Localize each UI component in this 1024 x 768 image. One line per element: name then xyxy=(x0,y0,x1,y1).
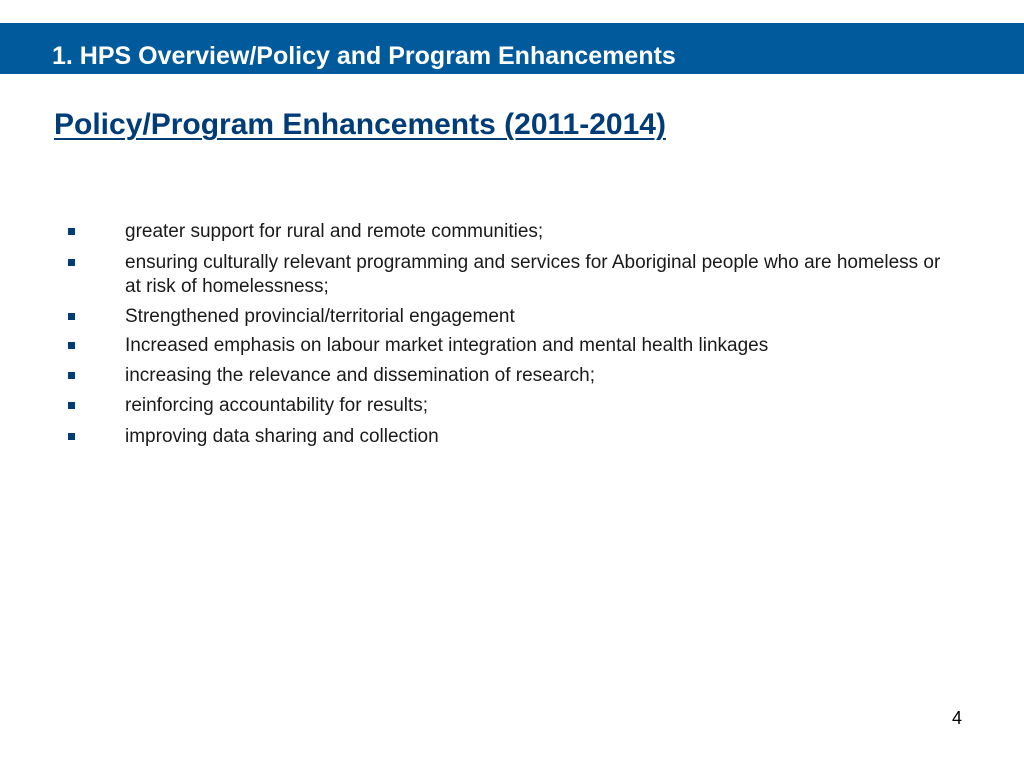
bullet-text: ensuring culturally relevant programming and services for Aboriginal people who are homeless or at risk of homelessness; xyxy=(125,252,941,297)
bullet-text: reinforcing accountability for results; xyxy=(125,395,429,416)
bullet-text: improving data sharing and collection xyxy=(125,426,439,447)
square-bullet-icon xyxy=(68,342,75,349)
square-bullet-icon xyxy=(68,433,75,440)
square-bullet-icon xyxy=(68,402,75,409)
square-bullet-icon xyxy=(68,313,75,320)
section-title: Policy/Program Enhancements (2011-2014) xyxy=(54,108,666,141)
square-bullet-icon xyxy=(68,259,75,266)
square-bullet-icon xyxy=(68,228,75,235)
bullet-text: Strengthened provincial/territorial engagement xyxy=(125,306,515,327)
page-number: 4 xyxy=(952,708,963,728)
bullet-text: increasing the relevance and dissemination of research; xyxy=(125,365,595,386)
bullet-text: Increased emphasis on labour market integration and mental health linkages xyxy=(125,335,769,356)
header-title: 1. HPS Overview/Policy and Program Enhancements xyxy=(52,42,676,70)
bullet-text: greater support for rural and remote communities; xyxy=(125,221,544,242)
square-bullet-icon xyxy=(68,372,75,379)
